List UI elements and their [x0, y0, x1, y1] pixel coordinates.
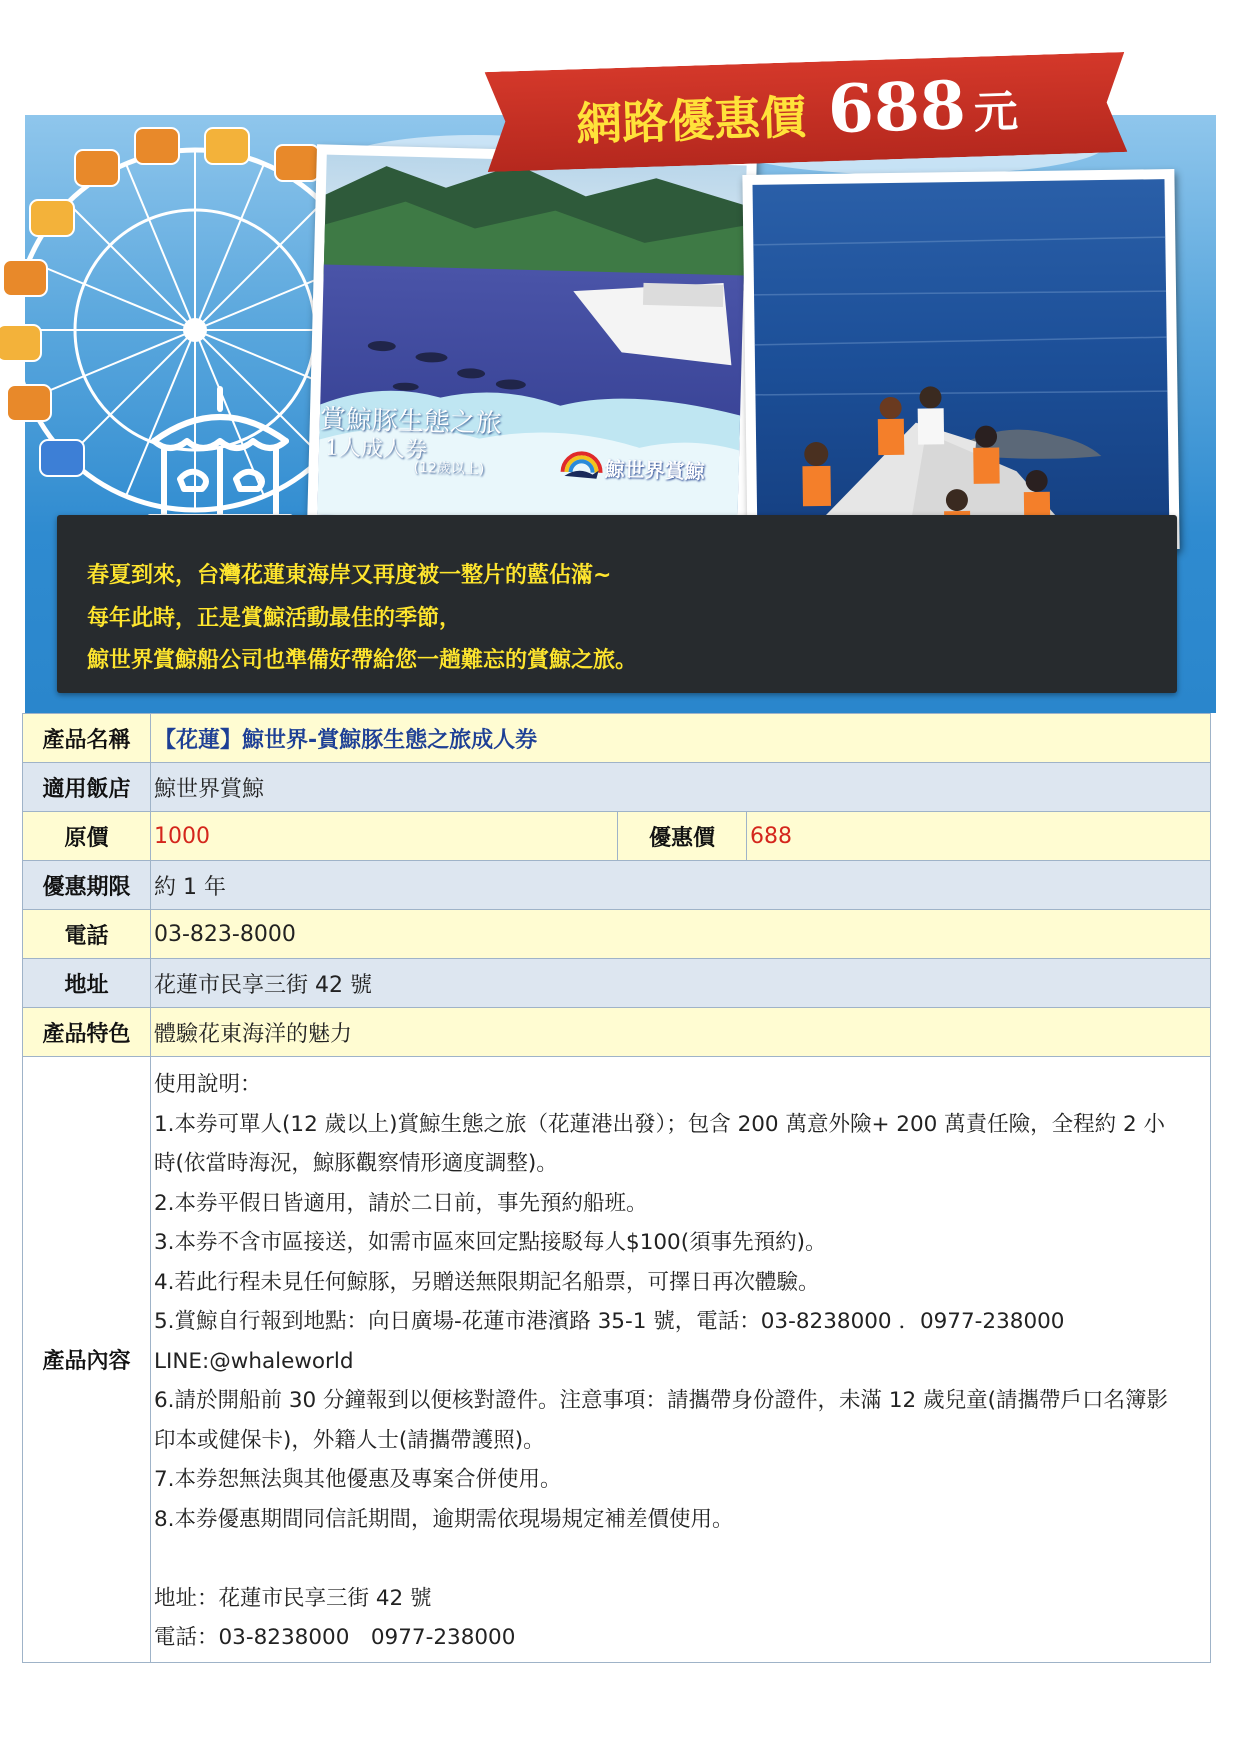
description-line: 每年此時，正是賞鯨活動最佳的季節，	[87, 606, 462, 631]
address-label: 地址	[23, 959, 151, 1008]
content-line: 使用說明：	[154, 1072, 262, 1097]
table-row	[23, 714, 1211, 763]
feature-value: 體驗花東海洋的魅力	[151, 1008, 1211, 1057]
content-line: 6.請於開船前 30 分鐘報到以便核對證件。注意事項：請攜帶身份證件，未滿 12 歲兒童(請攜帶戶口名簿影	[154, 1388, 1168, 1413]
table-row	[23, 812, 1211, 861]
content-line: 1.本券可單人(12 歲以上)賞鯨生態之旅（花蓮港出發）；包含 200 萬意外險+ 200 萬責任險，全程約 2 小	[154, 1111, 1166, 1137]
table-row	[23, 1008, 1211, 1057]
content-label: 產品內容	[23, 1057, 151, 1663]
ribbon-price: 688	[826, 66, 967, 149]
content-address: 地址：花蓮市民享三街 42 號	[154, 1585, 432, 1611]
table-row	[23, 910, 1211, 959]
whale-watching-photo	[742, 169, 1179, 555]
content-line: 7.本券恕無法與其他優惠及專案合併使用。	[154, 1467, 562, 1492]
phone-value: 03-823-8000	[151, 910, 1211, 959]
dolphin-tour-photo	[307, 144, 757, 535]
carousel-icon	[140, 383, 300, 531]
photo-caption-sub: 1人成人券	[324, 435, 428, 464]
photo-caption-age: (12歲以上)	[413, 459, 485, 478]
product-name-label: 產品名稱	[23, 714, 151, 763]
whale-logo-icon	[558, 448, 605, 483]
period-value: 約 1 年	[151, 861, 1211, 910]
ribbon-title: 網路優惠價	[575, 90, 808, 152]
content-phone: 電話：03-8238000 0977-238000	[154, 1625, 516, 1650]
original-price-value: 1000	[151, 812, 618, 861]
feature-label: 產品特色	[23, 1008, 151, 1057]
hotel-value: 鯨世界賞鯨	[151, 763, 1211, 812]
description-line: 春夏到來，台灣花蓮東海岸又再度被一整片的藍佔滿~	[87, 563, 612, 588]
original-price-label: 原價	[23, 812, 151, 861]
address-value: 花蓮市民享三街 42 號	[151, 959, 1211, 1008]
table-row	[23, 861, 1211, 910]
content-value	[151, 1057, 1211, 1663]
content-line: 5.賞鯨自行報到地點：向日廣場-花蓮市港濱路 35-1 號，電話：03-8238000 ．0977-238000	[154, 1309, 1065, 1334]
table-row	[23, 959, 1211, 1008]
table-row	[23, 763, 1211, 812]
photo-caption-title: 賞鯨豚生態之旅	[319, 404, 503, 440]
content-line: 4.若此行程未見任何鯨豚，另贈送無限期記名船票，可擇日再次體驗。	[154, 1269, 820, 1295]
online-price-ribbon	[485, 52, 1128, 172]
phone-label: 電話	[23, 910, 151, 959]
content-line: 印本或健保卡)，外籍人士(請攜帶護照)。	[154, 1427, 545, 1453]
description-line: 鯨世界賞鯨船公司也準備好帶給您一趟難忘的賞鯨之旅。	[87, 648, 638, 673]
content-line: 8.本券優惠期間同信託期間，逾期需依現場規定補差價使用。	[154, 1506, 734, 1532]
product-name-value: 【花蓮】鯨世界-賞鯨豚生態之旅成人券	[151, 714, 1211, 763]
hotel-label: 適用飯店	[23, 763, 151, 812]
whale-world-logo	[558, 446, 705, 490]
promo-banner	[25, 66, 1216, 713]
discount-price-label: 優惠價	[618, 812, 747, 861]
period-label: 優惠期限	[23, 861, 151, 910]
table-row	[23, 1057, 1211, 1663]
logo-text: 鯨世界賞鯨	[604, 456, 705, 484]
discount-price-value: 688	[747, 812, 1211, 861]
content-line: 3.本券不含市區接送，如需市區來回定點接駁每人$100(須事先預約)。	[154, 1230, 827, 1255]
content-line: 2.本券平假日皆適用，請於二日前，事先預約船班。	[154, 1190, 648, 1216]
product-info-table	[22, 713, 1211, 1663]
content-line: LINE:@whaleworld	[154, 1348, 354, 1374]
description-box	[57, 515, 1177, 693]
ribbon-unit: 元	[973, 86, 1019, 139]
content-line: 時(依當時海況，鯨豚觀察情形適度調整)。	[154, 1151, 558, 1176]
